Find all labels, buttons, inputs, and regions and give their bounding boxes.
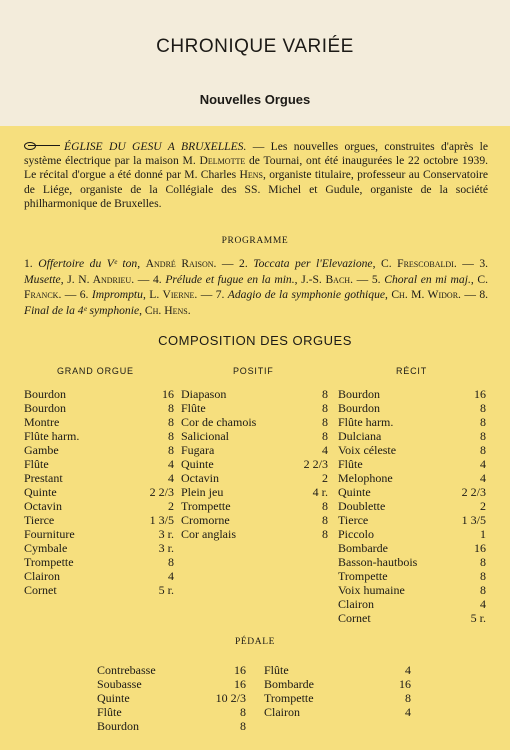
programme-number: 5. <box>371 272 385 286</box>
stop-name: Flûte <box>338 457 363 471</box>
stop-size: 10 2/3 <box>215 691 246 705</box>
stop-name: Flûte <box>181 401 206 415</box>
stop-size: 8 <box>240 719 246 733</box>
stop-name: Cor anglais <box>181 527 236 541</box>
stop-row <box>24 485 174 499</box>
stop-name: Octavin <box>181 471 219 485</box>
stop-size: 8 <box>168 429 174 443</box>
stop-row <box>24 401 174 415</box>
stop-name: Flûte <box>24 457 49 471</box>
stop-size: 16 <box>234 663 246 677</box>
stop-size: 4 <box>405 705 411 719</box>
stop-size: 4 <box>480 597 486 611</box>
organist-name: Hens <box>239 168 264 182</box>
stop-name: Quinte <box>338 485 371 499</box>
stop-name: Trompette <box>24 555 74 569</box>
stop-row <box>338 611 486 625</box>
stop-size: 5 r. <box>470 611 486 625</box>
stop-row <box>264 691 411 705</box>
programme-work: Offertoire du Vᵉ ton <box>38 257 138 270</box>
positif-stops <box>181 387 328 541</box>
stop-row <box>97 719 246 733</box>
stop-row <box>264 677 411 691</box>
stop-row <box>264 705 411 719</box>
stop-row <box>181 415 328 429</box>
programme-composer: L. Vierne <box>149 288 195 301</box>
stop-name: Bourdon <box>24 401 66 415</box>
pedale-stops-left <box>97 663 246 733</box>
stop-row <box>338 569 486 583</box>
stop-name: Contrebasse <box>97 663 156 677</box>
stop-row <box>24 499 174 513</box>
intro-text-3: , organiste titulaire, professeur au Conservatoire de Liége, organiste de la Collégiale des SS. Michel et Gudule, organiste de la société philharmonique de Bruxelles. <box>24 168 488 210</box>
section-title: Nouvelles Orgues <box>199 92 311 107</box>
builder-name: Delmotte <box>199 154 246 168</box>
intro-text-1: — Les nouvelles orgues, construites d'après le système électrique par la maison M. <box>24 140 488 168</box>
programme-item: 7. Adagio de la symphonie gothique, Ch. M. Widor. — <box>215 288 480 301</box>
stop-row <box>181 387 328 401</box>
programme-work: Toccata per l'Elevazione <box>253 257 373 270</box>
programme-work: Musette <box>24 272 61 286</box>
stop-name: Cromorne <box>181 513 230 527</box>
stop-row <box>338 387 486 401</box>
programme-number: 8. <box>479 288 489 301</box>
stop-name: Bourdon <box>24 387 66 401</box>
stop-row <box>24 583 174 597</box>
stop-name: Clairon <box>24 569 60 583</box>
stop-name: Bourdon <box>338 401 380 415</box>
stop-row <box>338 499 486 513</box>
stop-size: 5 r. <box>158 583 174 597</box>
dash-ornament-icon <box>24 142 64 150</box>
stop-size: 4 r. <box>312 485 328 499</box>
stop-row <box>24 555 174 569</box>
stop-name: Basson-hautbois <box>338 555 418 569</box>
intro-text-2: de Tournai, ont été inaugurées le 22 octobre 1939. Le récital d'orgue a été donné par M. Charles <box>24 154 489 182</box>
stop-name: Trompette <box>264 691 314 705</box>
stop-row <box>181 485 328 499</box>
programme-list <box>24 256 488 318</box>
stop-row <box>338 471 486 485</box>
stop-size: 8 <box>240 705 246 719</box>
programme-item: 4. Prélude et fugue en la min., J.-S. Bach. — <box>152 272 372 286</box>
stop-size: 4 <box>168 569 174 583</box>
stop-name: Cornet <box>338 611 371 625</box>
stop-name: Bombarde <box>264 677 314 691</box>
stop-name: Voix humaine <box>338 583 405 597</box>
stop-row <box>338 401 486 415</box>
programme-composer: C. Franck <box>24 272 489 301</box>
stop-size: 8 <box>168 401 174 415</box>
stop-row <box>24 443 174 457</box>
stop-row <box>97 663 246 677</box>
stop-name: Diapason <box>181 387 227 401</box>
stop-name: Clairon <box>264 705 300 719</box>
stop-size: 1 3/5 <box>149 513 174 527</box>
stop-name: Fourniture <box>24 527 75 541</box>
stop-name: Bourdon <box>97 719 139 733</box>
stop-size: 8 <box>480 443 486 457</box>
stop-row <box>181 471 328 485</box>
stop-row <box>24 569 174 583</box>
programme-work: Adagio de la symphonie gothique <box>227 288 386 301</box>
stop-row <box>24 471 174 485</box>
stop-size: 2 <box>168 499 174 513</box>
stop-size: 3 r. <box>158 541 174 555</box>
stop-size: 2 2/3 <box>461 485 486 499</box>
stop-name: Flûte harm. <box>338 415 394 429</box>
recit-heading: RÉCIT <box>396 366 427 376</box>
stop-size: 16 <box>234 677 246 691</box>
stop-row <box>264 663 411 677</box>
stop-size: 8 <box>480 429 486 443</box>
stop-name: Piccolo <box>338 527 374 541</box>
stop-row <box>338 415 486 429</box>
stop-size: 4 <box>405 663 411 677</box>
programme-item: 6. Impromptu, L. Vierne. — <box>79 288 216 301</box>
stop-row <box>97 691 246 705</box>
stop-size: 8 <box>322 429 328 443</box>
stop-row <box>338 513 486 527</box>
stop-row <box>181 401 328 415</box>
stop-size: 4 <box>322 443 328 457</box>
stop-name: Fugara <box>181 443 215 457</box>
stop-size: 8 <box>405 691 411 705</box>
stop-name: Prestant <box>24 471 63 485</box>
programme-item: 5. Choral en mi maj., C. Franck. — <box>24 272 489 301</box>
stop-row <box>181 443 328 457</box>
stop-row <box>338 541 486 555</box>
stop-name: Salicional <box>181 429 229 443</box>
stop-row <box>24 541 174 555</box>
stop-row <box>338 457 486 471</box>
programme-work: Final de la 4ᵉ symphonie <box>24 303 140 317</box>
stop-size: 3 r. <box>158 527 174 541</box>
stop-row <box>181 457 328 471</box>
stop-row <box>24 527 174 541</box>
stop-size: 8 <box>480 415 486 429</box>
page-header-area <box>0 0 510 126</box>
stop-name: Trompette <box>338 569 388 583</box>
stop-size: 4 <box>480 457 486 471</box>
stop-size: 8 <box>322 415 328 429</box>
stop-size: 16 <box>162 387 174 401</box>
stop-size: 2 2/3 <box>303 457 328 471</box>
programme-work: Choral en mi maj. <box>384 272 471 286</box>
programme-number: 7. <box>215 288 228 301</box>
programme-item: 1. Offertoire du Vᵉ ton, André Raison. — <box>24 257 240 270</box>
programme-composer: J. N. Andrieu <box>67 272 132 286</box>
stop-name: Tierce <box>338 513 369 527</box>
stop-name: Clairon <box>338 597 374 611</box>
stop-size: 8 <box>480 555 486 569</box>
stop-name: Flûte <box>264 663 289 677</box>
stop-size: 2 2/3 <box>149 485 174 499</box>
stop-size: 8 <box>322 499 328 513</box>
stop-row <box>24 415 174 429</box>
programme-composer: Ch. Hens <box>144 303 188 317</box>
stop-name: Bourdon <box>338 387 380 401</box>
pedale-heading: PÉDALE <box>234 637 275 647</box>
page-title: CHRONIQUE VARIÉE <box>156 36 354 57</box>
stop-size: 8 <box>322 401 328 415</box>
stop-size: 8 <box>322 513 328 527</box>
stop-size: 8 <box>168 555 174 569</box>
positif-heading: POSITIF <box>233 366 274 376</box>
stop-row <box>338 527 486 541</box>
stop-size: 1 3/5 <box>461 513 486 527</box>
programme-item: 3. Musette, J. N. Andrieu. — <box>24 257 489 286</box>
programme-title: PROGRAMME <box>221 236 289 246</box>
programme-number: 4. <box>152 272 166 286</box>
stop-name: Melophone <box>338 471 393 485</box>
stop-name: Cymbale <box>24 541 68 555</box>
stop-size: 1 <box>480 527 486 541</box>
programme-work: Prélude et fugue en la min. <box>165 272 295 286</box>
stop-name: Tierce <box>24 513 55 527</box>
stop-name: Doublette <box>338 499 386 513</box>
stop-row <box>338 555 486 569</box>
programme-composer: André Raison <box>145 257 214 270</box>
stop-name: Quinte <box>181 457 214 471</box>
stop-name: Soubasse <box>97 677 142 691</box>
stop-size: 4 <box>168 457 174 471</box>
stop-size: 8 <box>168 415 174 429</box>
programme-number: 1. <box>24 257 39 270</box>
stop-name: Cor de chamois <box>181 415 257 429</box>
stop-row <box>97 677 246 691</box>
programme-composer: C. Frescobaldi <box>380 257 454 270</box>
stop-name: Bombarde <box>338 541 388 555</box>
stop-size: 8 <box>322 387 328 401</box>
stop-size: 16 <box>474 541 486 555</box>
stop-size: 8 <box>480 401 486 415</box>
stop-name: Plein jeu <box>181 485 224 499</box>
stop-name: Voix céleste <box>338 443 397 457</box>
stop-name: Montre <box>24 415 60 429</box>
stop-row <box>338 583 486 597</box>
stop-name: Octavin <box>24 499 62 513</box>
stop-name: Dulciana <box>338 429 382 443</box>
stop-row <box>338 597 486 611</box>
stop-name: Gambe <box>24 443 59 457</box>
stop-size: 8 <box>322 527 328 541</box>
stop-name: Cornet <box>24 583 57 597</box>
stop-size: 2 <box>322 471 328 485</box>
stop-name: Quinte <box>24 485 57 499</box>
stop-size: 16 <box>474 387 486 401</box>
stop-row <box>24 513 174 527</box>
stop-size: 8 <box>480 583 486 597</box>
stop-name: Quinte <box>97 691 130 705</box>
grand-orgue-stops <box>24 387 174 597</box>
stop-row <box>24 457 174 471</box>
stop-size: 4 <box>168 471 174 485</box>
programme-number: 2. <box>239 257 254 270</box>
composition-title: COMPOSITION DES ORGUES <box>158 333 352 348</box>
pedale-stops-right <box>264 663 411 719</box>
programme-composer: Ch. M. Widor <box>391 288 459 301</box>
stop-row <box>181 499 328 513</box>
programme-composer: J.-S. Bach <box>301 272 351 286</box>
stop-size: 4 <box>480 471 486 485</box>
stop-row <box>338 429 486 443</box>
stop-size: 8 <box>168 443 174 457</box>
stop-row <box>24 387 174 401</box>
recit-stops <box>338 387 486 625</box>
stop-row <box>97 705 246 719</box>
stop-name: Trompette <box>181 499 231 513</box>
church-name: ÉGLISE DU GESU A BRUXELLES. <box>64 140 247 153</box>
intro-paragraph <box>24 140 488 211</box>
programme-item: 2. Toccata per l'Elevazione, C. Frescobaldi. — <box>239 257 480 270</box>
programme-number: 6. <box>79 288 92 301</box>
stop-row <box>338 485 486 499</box>
stop-row <box>338 443 486 457</box>
programme-work: Impromptu <box>91 288 143 301</box>
stop-row <box>181 429 328 443</box>
stop-size: 16 <box>399 677 411 691</box>
programme-number: 3. <box>479 257 489 270</box>
stop-row <box>181 527 328 541</box>
grand-orgue-heading: GRAND ORGUE <box>57 366 134 376</box>
stop-row <box>24 429 174 443</box>
stop-name: Flûte <box>97 705 122 719</box>
programme-item: 8. Final de la 4ᵉ symphonie, Ch. Hens. <box>24 288 489 317</box>
stop-size: 2 <box>480 499 486 513</box>
stop-name: Flûte harm. <box>24 429 80 443</box>
stop-row <box>181 513 328 527</box>
stop-size: 8 <box>480 569 486 583</box>
